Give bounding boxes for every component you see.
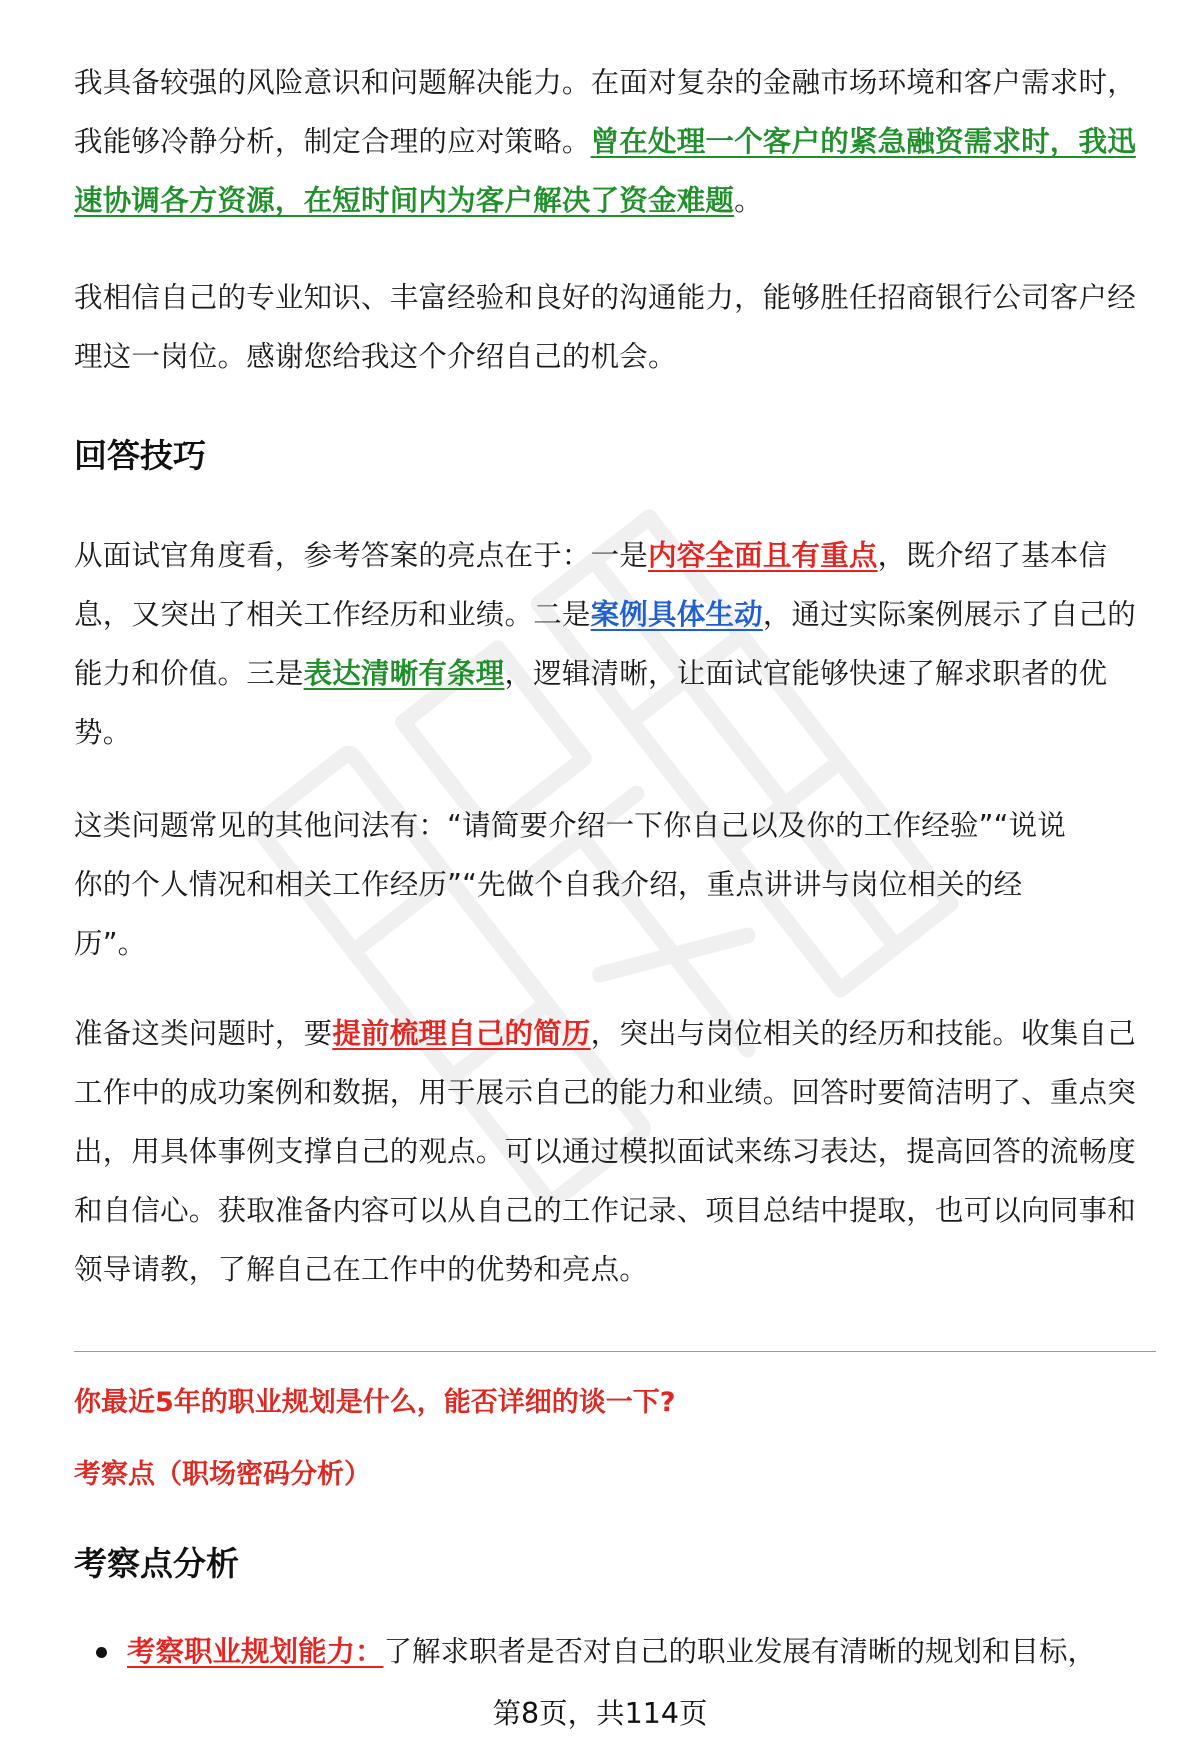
list-item <box>96 1630 1096 1674</box>
tips-paragraph-3 <box>74 1004 1159 1299</box>
tips-p1-highlight-2: 案例具体生动 <box>590 598 763 631</box>
tips-p1-text-3: ，通过实际案例展示了自己的能力和价值。三是 <box>74 598 1136 690</box>
bullet-label: 考察职业规划能力： <box>127 1635 384 1668</box>
page-number: 第8页，共114页 <box>492 1697 708 1730</box>
tips-p1-highlight-3: 表达清晰有条理 <box>303 657 505 690</box>
tips-p1-text-1: 从面试官角度看，参考答案的亮点在于：一是 <box>74 539 649 572</box>
bullet-dot-icon <box>96 1647 107 1658</box>
intro-paragraph-2 <box>74 268 1159 386</box>
intro-paragraph-1 <box>74 53 1159 230</box>
intro-p2-text: 我相信自己的专业知识、丰富经验和良好的沟通能力，能够胜任招商银行公司客户经理这一岗位。感谢您给我这个介绍自己的机会。 <box>74 281 1136 373</box>
tips-heading: 回答技巧 <box>74 436 206 475</box>
section-divider <box>74 1351 1156 1352</box>
bullet-text: 了解求职者是否对自己的职业发展有清晰的规划和目标， <box>383 1635 1097 1668</box>
next-question-title: 你最近5年的职业规划是什么，能否详细的谈一下? <box>74 1387 676 1418</box>
tips-p3-text-2: ，突出与岗位相关的经历和技能。收集自己工作中的成功案例和数据，用于展示自己的能力和业绩。回答时要简洁明了、重点突出，用具体事例支撑自己的观点。可以通过模拟面试来练习表达，提高回答的流畅度和自信心。获取准备内容可以从自己的工作记录、项目总结中提取，也可以向同事和领导请教，了解自己在工作中的优势和亮点。 <box>74 1017 1136 1286</box>
intro-p1-text-a: 我具备较强的风险意识和问题解决能力。在面对复杂的金融市场环境和客户需求时，我能够冷静分析，制定合理的应对策略。 <box>74 66 1136 158</box>
next-question-subtitle: 考察点（职场密码分析） <box>74 1459 371 1490</box>
tips-p1-highlight-1: 内容全面且有重点 <box>648 539 878 572</box>
tips-p1-text-4: ，逻辑清晰，让面试官能够快速了解求职者的优势。 <box>74 657 1108 749</box>
tips-p1-text-2: ，既介绍了基本信息，又突出了相关工作经历和业绩。二是 <box>74 539 1108 631</box>
tips-p3-highlight-1: 提前梳理自己的简历 <box>332 1017 591 1050</box>
intro-p1-highlight: 曾在处理一个客户的紧急融资需求时，我迅速协调各方资源，在短时间内为客户解决了资金难题 <box>74 125 1136 217</box>
tips-p2-text: 这类问题常见的其他问法有：“请简要介绍一下你自己以及你的工作经验”“说说你的个人情况和相关工作经历”“先做个自我介绍，重点讲讲与岗位相关的经历”。 <box>74 809 1066 960</box>
analysis-heading: 考察点分析 <box>74 1544 239 1583</box>
tips-paragraph-1 <box>74 526 1159 762</box>
tips-p3-text-1: 准备这类问题时，要 <box>74 1017 333 1050</box>
tips-paragraph-2 <box>74 796 1094 973</box>
intro-p1-text-b: 。 <box>734 184 763 217</box>
